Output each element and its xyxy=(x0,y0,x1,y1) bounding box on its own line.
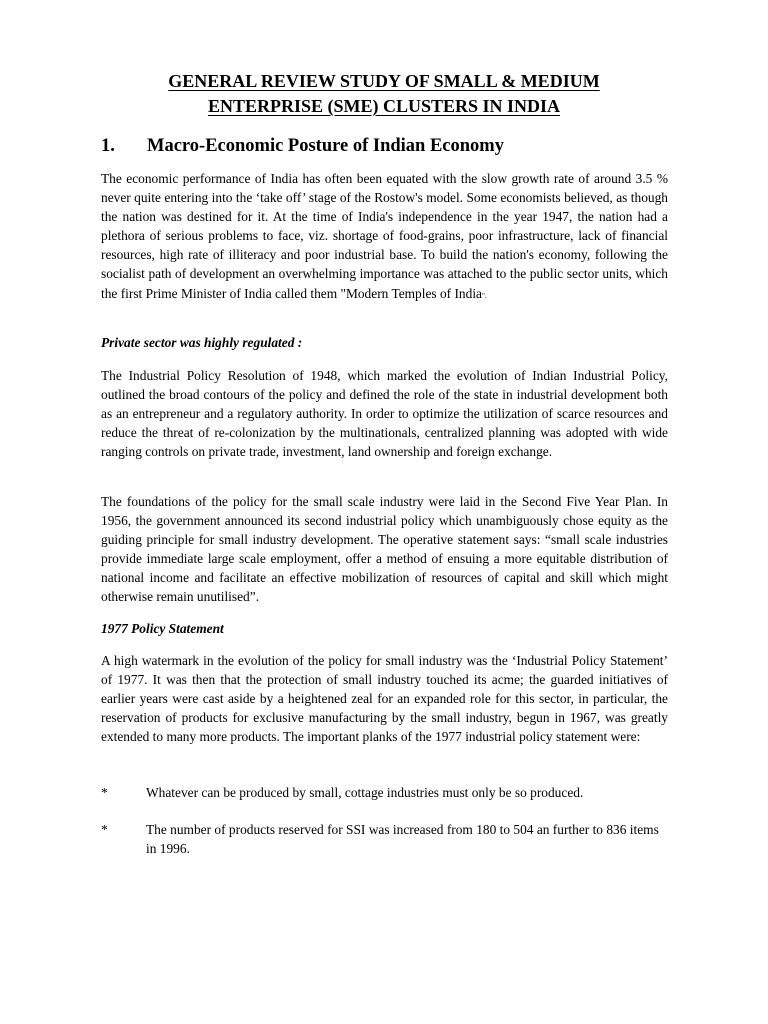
paragraph-4: A high watermark in the evolution of the policy for small industry was the ‘Industrial Policy Statement’ of 1977. It was then that the protection of small industry touched its acme; the guarded initiatives of earlier years were cast aside by a heightened zeal for an expanded role for this sector, in particular, the reservation of products for exclusive manufacturing by the small industry, begun in 1967, was greatly extended to many more products. The important planks of the 1977 industrial policy statement were: xyxy=(101,653,668,745)
section-title: Macro-Economic Posture of Indian Economy xyxy=(147,136,504,156)
paragraph-1-text: The economic performance of India has often been equated with the slow growth rate of around 3.5 % never quite entering into the ‘take off’ stage of the Rostow's model. Some economists believed, as though the nation was destined for it. At the time of India's independence in the year 1947, the nation had a plethora of serious problems to face, viz. shortage of food-grains, poor infrastructure, lack of financial resources, high rate of illiteracy and poor industrial base. To build the nation's economy, following the socialist path of development an overwhelming importance was attached to the public sector units, which the first Prime Minister of India called them "Modern Temples of India xyxy=(101,171,668,301)
paragraph-3: The foundations of the policy for the small scale industry were laid in the Second Five Year Plan. In 1956, the government announced its second industrial policy which unambiguously chose equity as the guiding principle for small industry development. The operative statement says: “small scale industries provide immediate large scale employment, offer a method of ensuing a more equitable distribution of national income and facilitate an effective mobilization of resources of capital and skill which might otherwise remain unutilised”. xyxy=(101,494,668,605)
paragraph-1-end: ". xyxy=(482,291,487,300)
bullet-mark: * xyxy=(101,785,108,800)
bullet-mark: * xyxy=(101,822,108,837)
bullet-text: The number of products reserved for SSI was increased from 180 to 504 an further to 836 items in 1996. xyxy=(146,822,659,856)
bullet-text: Whatever can be produced by small, cottage industries must only be so produced. xyxy=(146,785,584,800)
section-heading xyxy=(101,134,681,158)
paragraph-2: The Industrial Policy Resolution of 1948, which marked the evolution of Indian Industrial Policy, outlined the broad contours of the policy and defined the role of the state in industrial development both as an entrepreneur and a regulatory authority. In order to optimize the utilization of scarce resources and reduce the threat of re-colonization by the multinationals, centralized planning was adopted with wide ranging controls on private trade, investment, land ownership and foreign exchange. xyxy=(101,368,668,460)
subheading-private-sector: Private sector was highly regulated : xyxy=(101,335,303,350)
title-line-1: GENERAL REVIEW STUDY OF SMALL & MEDIUM xyxy=(168,71,600,91)
paragraph-1 xyxy=(101,169,668,306)
subheading-1977-policy: 1977 Policy Statement xyxy=(101,621,224,636)
document-title xyxy=(100,69,668,119)
title-line-2: ENTERPRISE (SME) CLUSTERS IN INDIA xyxy=(207,96,561,116)
section-number: 1. xyxy=(101,136,115,156)
